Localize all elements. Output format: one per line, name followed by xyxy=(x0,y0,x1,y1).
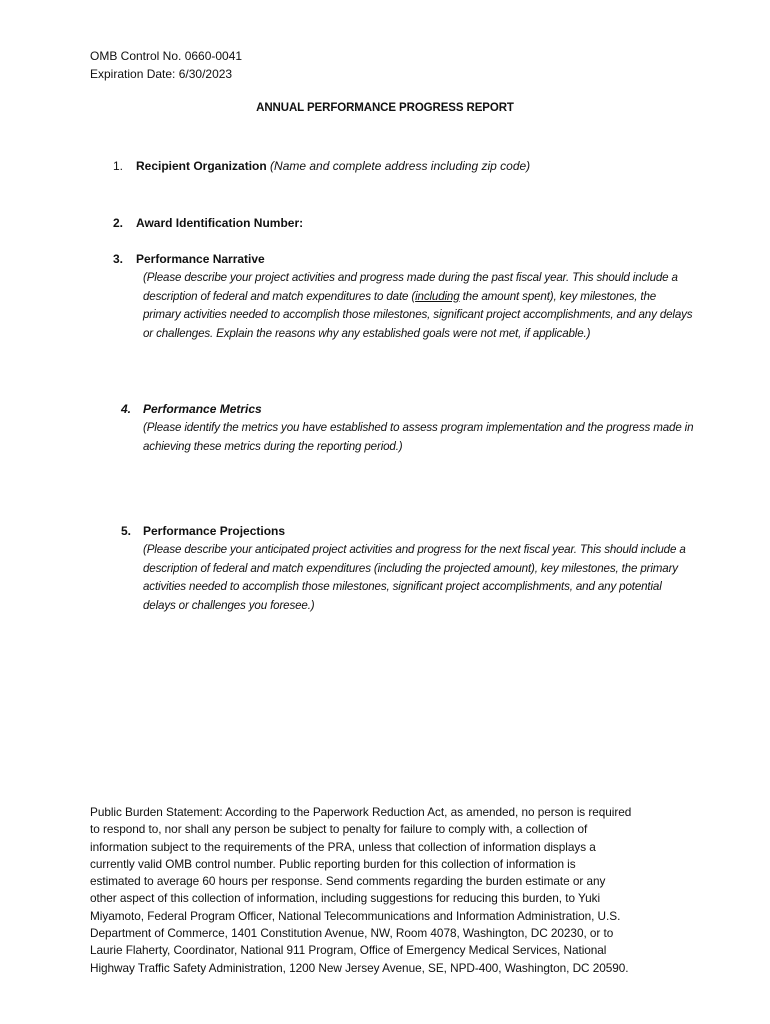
section-label: Recipient Organization xyxy=(136,159,267,173)
section-number: 4. xyxy=(120,402,131,416)
public-burden-statement: Public Burden Statement: According to the Paperwork Reduction Act, as amended, no person is required to respond to, nor shall any person be subject to penalty for failure to comply with, a collection of information subject to the requirements of the PRA, unless that collection of information displays a currently valid OMB control number. Public reporting burden for this collection of information is estimated to average 60 hours per response. Send comments regarding the burden estimate or any other aspect of this collection of information, including suggestions for reducing this burden, to Yuki Miyamoto, Federal Program Officer, National Telecommunications and Information Administration, U.S. Department of Commerce, 1401 Constitution Avenue, NW, Room 4078, Washington, DC 20230, or to Laurie Flaherty, Coordinator, National 911 Program, Office of Emergency Medical Services, National Highway Traffic Safety Administration, 1200 New Jersey Avenue, SE, NPD-400, Washington, DC 20590. xyxy=(90,805,632,975)
section-note: (Name and complete address including zip code) xyxy=(270,159,531,173)
omb-control-number: OMB Control No. 0660-0041 xyxy=(90,49,243,63)
section-number: 1. xyxy=(112,159,123,173)
section-label: Performance Projections xyxy=(143,524,286,538)
section-description: (Please describe your project activities and progress made during the past fiscal year. This should include a description of federal and match expenditures to date (including the amount spent), key milestones, the primary activities needed to accomplish those milestones, significant project accomplishments, and any delays or challenges. Explain the reasons why any established goals were not met, if applicable.) xyxy=(143,271,693,341)
expiration-date: Expiration Date: 6/30/2023 xyxy=(90,67,233,81)
section-description: (Please describe your anticipated project activities and progress for the next fiscal year. This should include a description of federal and match expenditures (including the projected amount), key milestones, the primary activities needed to accomplish those milestones, significant project accomplishments, and any potential delays or challenges you foresee.) xyxy=(143,543,686,613)
section-number: 5. xyxy=(120,524,131,538)
section-number: 3. xyxy=(112,252,123,266)
section-number: 2. xyxy=(112,216,123,230)
report-title: ANNUAL PERFORMANCE PROGRESS REPORT xyxy=(256,102,514,114)
section-label: Performance Metrics xyxy=(143,402,262,416)
section-label: Performance Narrative xyxy=(136,252,265,266)
section-description: (Please identify the metrics you have established to assess program implementation and the progress made in achieving these metrics during the reporting period.) xyxy=(143,421,694,453)
section-label: Award Identification Number: xyxy=(136,216,304,230)
